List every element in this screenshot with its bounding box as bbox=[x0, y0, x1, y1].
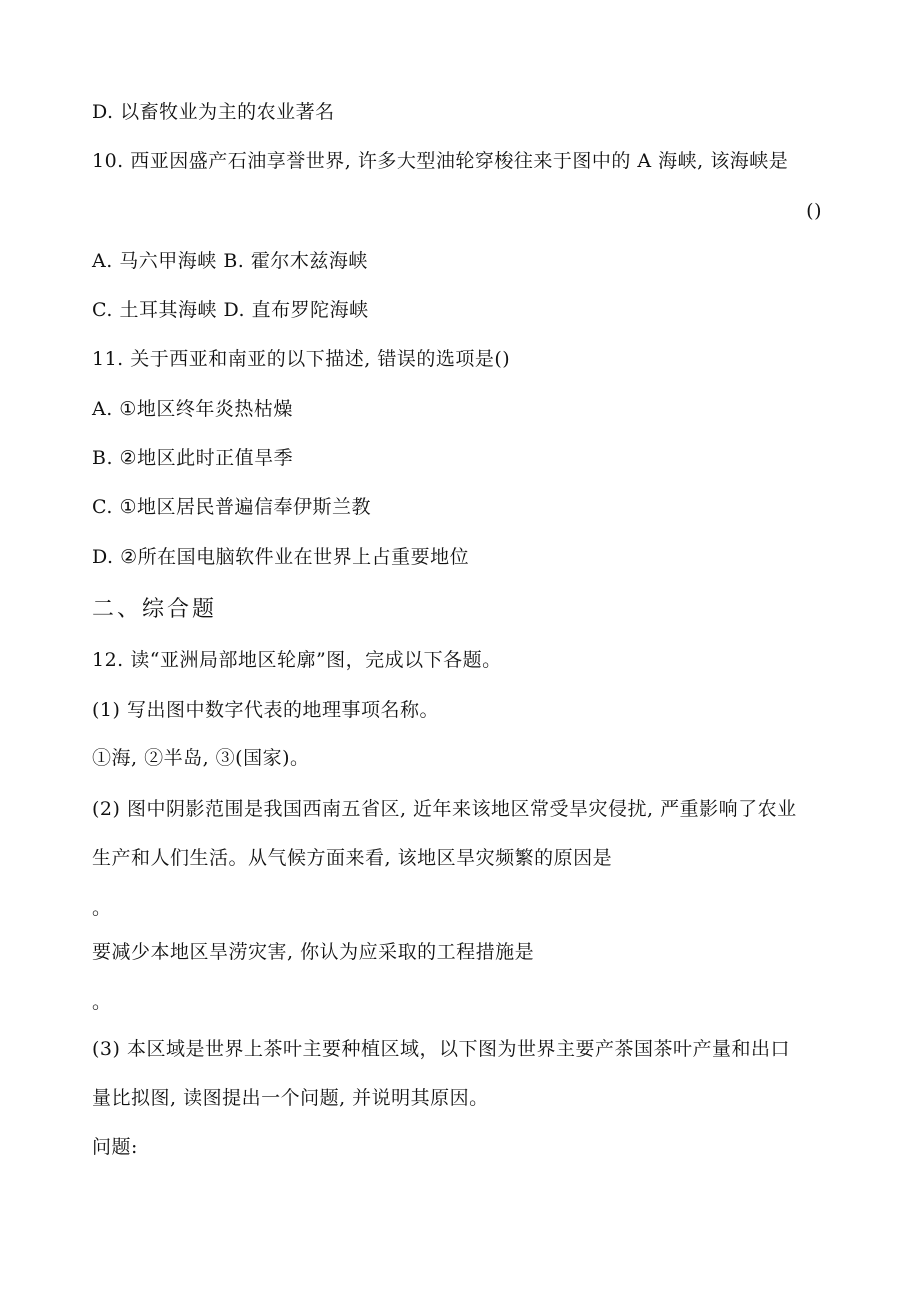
sub-question-2-line2: 生产和人们生活。从气候方面来看, 该地区旱灾频繁的原因是 bbox=[92, 847, 613, 869]
answer-end-mark-2: 。 bbox=[92, 991, 112, 1013]
option-11d: D. ②所在国电脑软件业在世界上占重要地位 bbox=[92, 546, 470, 568]
option-9d: D. 以畜牧业为主的农业著名 bbox=[92, 101, 335, 123]
sub-question-2-line1: (2) 图中阴影范围是我国西南五省区, 近年来该地区常受旱灾侵扰, 严重影响了农业 bbox=[92, 798, 797, 820]
options-10-ab: A. 马六甲海峡 B. 霍尔木兹海峡 bbox=[92, 250, 368, 272]
option-11b: B. ②地区此时正值旱季 bbox=[92, 447, 294, 469]
question-12: 12. 读“亚洲局部地区轮廓”图，完成以下各题。 bbox=[92, 649, 502, 671]
options-10-cd: C. 土耳其海峡 D. 直布罗陀海峡 bbox=[92, 299, 369, 321]
sub-question-1-blanks: ①海, ②半岛, ③(国家)。 bbox=[92, 747, 310, 769]
sub-question-2-line3: 要减少本地区旱涝灾害, 你认为应采取的工程措施是 bbox=[92, 941, 535, 963]
option-11c: C. ①地区居民普遍信奉伊斯兰教 bbox=[92, 496, 371, 518]
answer-end-mark-1: 。 bbox=[92, 897, 112, 919]
question-10: 10. 西亚因盛产石油享誉世界, 许多大型油轮穿梭往来于图中的 A 海峡, 该海峡是 bbox=[92, 150, 789, 172]
question-label: 问题: bbox=[92, 1136, 138, 1158]
question-11: 11. 关于西亚和南亚的以下描述, 错误的选项是() bbox=[92, 348, 511, 370]
answer-bracket-10: () bbox=[806, 200, 822, 222]
sub-question-3-line1: (3) 本区域是世界上茶叶主要种植区域，以下图为世界主要产茶国茶叶产量和出口 bbox=[92, 1038, 790, 1060]
section-heading: 二、综合题 bbox=[92, 597, 218, 622]
sub-question-3-line2: 量比拟图, 读图提出一个问题, 并说明其原因。 bbox=[92, 1087, 489, 1109]
option-11a: A. ①地区终年炎热枯燥 bbox=[92, 398, 293, 420]
sub-question-1: (1) 写出图中数字代表的地理事项名称。 bbox=[92, 699, 439, 721]
